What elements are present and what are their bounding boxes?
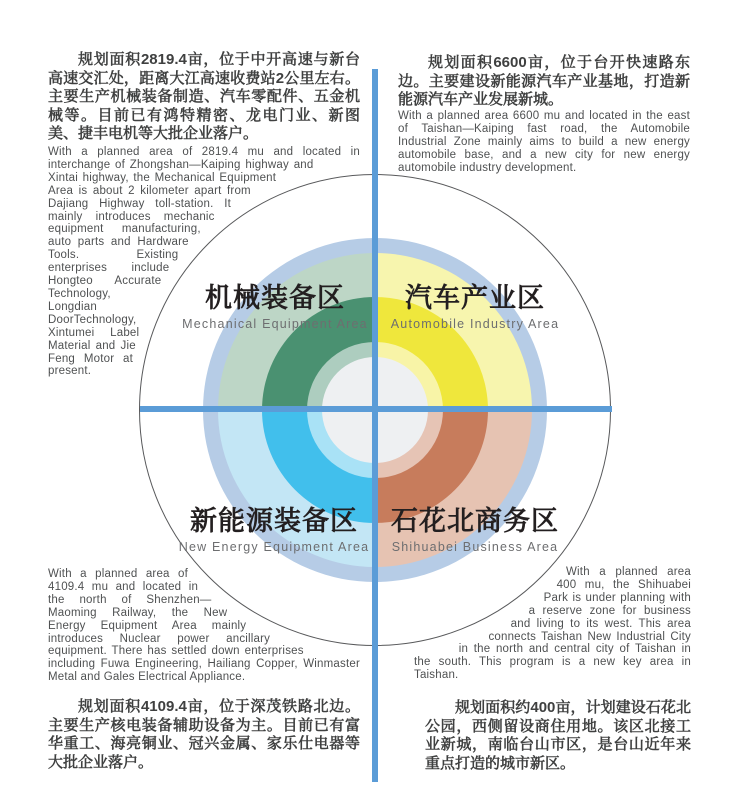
quadrant-title-en: New Energy Equipment Area (178, 540, 370, 554)
panel-bottom-left-cn (48, 698, 360, 772)
quadrant-label-automobile (391, 283, 559, 331)
quadrant-label-shihuabei (391, 506, 559, 554)
panel-top-left-cn (48, 51, 360, 144)
quadrant-title-en: Mechanical Equipment Area (182, 317, 368, 331)
quadrant-title-en: Automobile Industry Area (390, 317, 560, 331)
panel-top-right-cn (398, 54, 690, 110)
quadrant-title-cn: 石花北商务区 (391, 506, 559, 536)
quadrant-title-cn: 新能源装备区 (189, 506, 358, 536)
panel-top-right-en (398, 110, 690, 175)
quadrant-title-cn: 机械装备区 (205, 283, 345, 313)
panel-text: 规划面积6600亩，位于台开快速路东边。主要建设新能源汽车产业基地，打造新能源汽车产业发展新城。 (398, 54, 690, 108)
quadrant-title-cn: 汽车产业区 (405, 283, 545, 313)
panel-text: 规划面积约400亩，计划建设石花北公园，西侧留设商住用地。该区北接工业新城，南临台山市区，是台山近年来重点打造的城市新区。 (425, 699, 691, 772)
panel-text: With a planned area of 2819.4 mu and located in interchange of Zhongshan—Kaiping highway and Xintai highway, the Mechanical Equipment Area is about 2 kilometer apart from Dajiang Highway toll-station. It mainly introduces mechanic equipment manufacturing, auto parts and Hardware Tools. Existing enterprises include Hongteo Accurate Technology, Longdian DoorTechnology, Xintumei Label Material and Jie Feng Motor at present. (48, 146, 360, 378)
panel-text: 规划面积2819.4亩，位于中开高速与新台高速交汇处，距离大江高速收费站2公里左右。主要生产机械装备制造、汽车零配件、五金机械等。目前已有鸿特精密、龙电门业、新图美、捷丰电机等大批企业落户。 (48, 51, 360, 142)
quadrant-label-new-energy (179, 506, 370, 554)
panel-text: 规划面积4109.4亩，位于深茂铁路北边。主要生产核电装备辅助设备为主。目前已有富华重工、海亮铜业、冠兴金属、家乐仕电器等大批企业落户。 (48, 698, 360, 771)
axis-vertical-line (372, 69, 378, 782)
panel-text: With a planned area 6600 mu and located in the east of Taishan—Kaiping fast road, the Automobile Industrial Zone mainly aims to build a new energy automobile base, and a new city for new energy automobile industry development. (398, 110, 690, 174)
panel-bottom-left-en (48, 568, 360, 684)
panel-bottom-right-cn (425, 699, 691, 773)
axis-horizontal-line (140, 406, 612, 412)
panel-text: With a planned area 400 mu, the Shihuabei Park is under planning with a reserve zone for business and living to its west. This area connects Taishan New Industrial City in the north and central city of Taishan in the south. This program is a new key area in Taishan. (414, 566, 691, 682)
panel-bottom-right-en (414, 566, 691, 682)
quadrant-title-en: Shihuabei Business Area (391, 540, 559, 554)
quadrant-label-mechanical (182, 283, 368, 331)
panel-text: With a planned area of 4109.4 mu and located in the north of Shenzhen—Maoming Railway, the New Energy Equipment Area mainly introduces Nuclear power ancillary equipment. There has settled down enterprises including Fuwa Engineering, Hailiang Copper, Winmaster Metal and Gales Electrical Appliance. (48, 568, 360, 684)
